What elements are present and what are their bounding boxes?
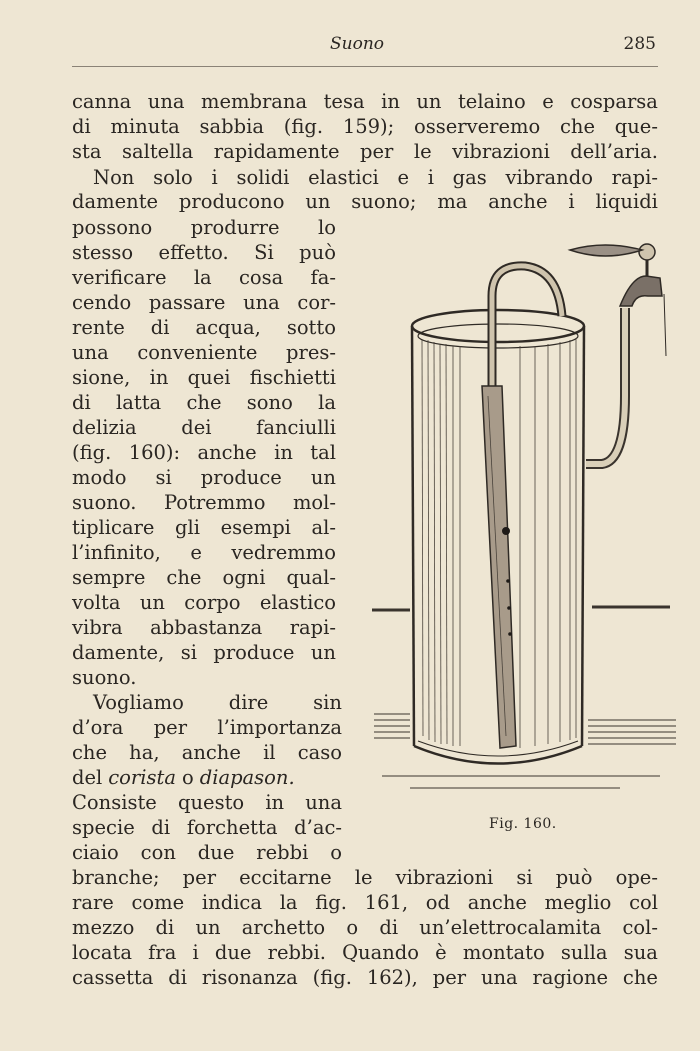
text-line: di minuta sabbia (fig. 159); osserveremo che que- bbox=[72, 115, 658, 138]
figure-caption: Fig. 160. bbox=[489, 816, 557, 832]
text-line: di latta che sono la bbox=[72, 391, 336, 414]
text-line: delizia dei fanciulli bbox=[72, 416, 336, 439]
header-rule bbox=[72, 66, 658, 67]
text-line: rare come indica la fig. 161, od anche meglio col bbox=[72, 891, 658, 914]
text-line: cendo passare una cor- bbox=[72, 291, 336, 314]
text-line: mezzo di un archetto o di un’elettrocalamita col- bbox=[72, 916, 658, 939]
text-line: sta saltella rapidamente per le vibrazioni dell’aria. bbox=[72, 140, 658, 163]
text-line: volta un corpo elastico bbox=[72, 591, 336, 614]
text-line: d’ora per l’importanza bbox=[72, 716, 342, 739]
text-line: che ha, anche il caso bbox=[72, 741, 342, 764]
text-line: suono. bbox=[72, 666, 137, 689]
text-line: ciaio con due rebbi o bbox=[72, 841, 342, 864]
text-line: (fig. 160): anche in tal bbox=[72, 441, 336, 464]
page-header bbox=[72, 34, 658, 56]
text-line: vibra abbastanza rapi- bbox=[72, 616, 336, 639]
text-line: sione, in quei fischietti bbox=[72, 366, 336, 389]
text-line: canna una membrana tesa in un telaino e cosparsa bbox=[72, 90, 658, 113]
text-line: damente producono un suono; ma anche i liquidi bbox=[72, 190, 658, 213]
text-line: una conveniente pres- bbox=[72, 341, 336, 364]
running-title: Suono bbox=[330, 34, 385, 54]
text-line: locata fra i due rebbi. Quando è montato sulla sua bbox=[72, 941, 658, 964]
text-line: Non solo i solidi elastici e i gas vibrando rapi- bbox=[93, 166, 658, 189]
text-line: cassetta di risonanza (fig. 162), per una ragione che bbox=[72, 966, 658, 989]
text-line: modo si produce un bbox=[72, 466, 336, 489]
text-line: verificare la cosa fa- bbox=[72, 266, 336, 289]
text-line: l’infinito, e vedremmo bbox=[72, 541, 336, 564]
text-line: possono produrre lo bbox=[72, 216, 336, 239]
figure-160-water-whistle bbox=[370, 236, 680, 796]
text-line: rente di acqua, sotto bbox=[72, 316, 336, 339]
text-line: stesso effetto. Si può bbox=[72, 241, 336, 264]
text-line: suono. Potremmo mol- bbox=[72, 491, 336, 514]
text-line: Consiste questo in una bbox=[72, 791, 342, 814]
text-line: tiplicare gli esempi al- bbox=[72, 516, 336, 539]
text-line: del corista o diapason. bbox=[72, 766, 295, 789]
text-line: Vogliamo dire sin bbox=[93, 691, 342, 714]
page-number: 285 bbox=[623, 34, 656, 54]
text-line: damente, si produce un bbox=[72, 641, 336, 664]
text-line: specie di forchetta d’ac- bbox=[72, 816, 342, 839]
text-line: sempre che ogni qual- bbox=[72, 566, 336, 589]
text-line: branche; per eccitarne le vibrazioni si può ope- bbox=[72, 866, 658, 889]
